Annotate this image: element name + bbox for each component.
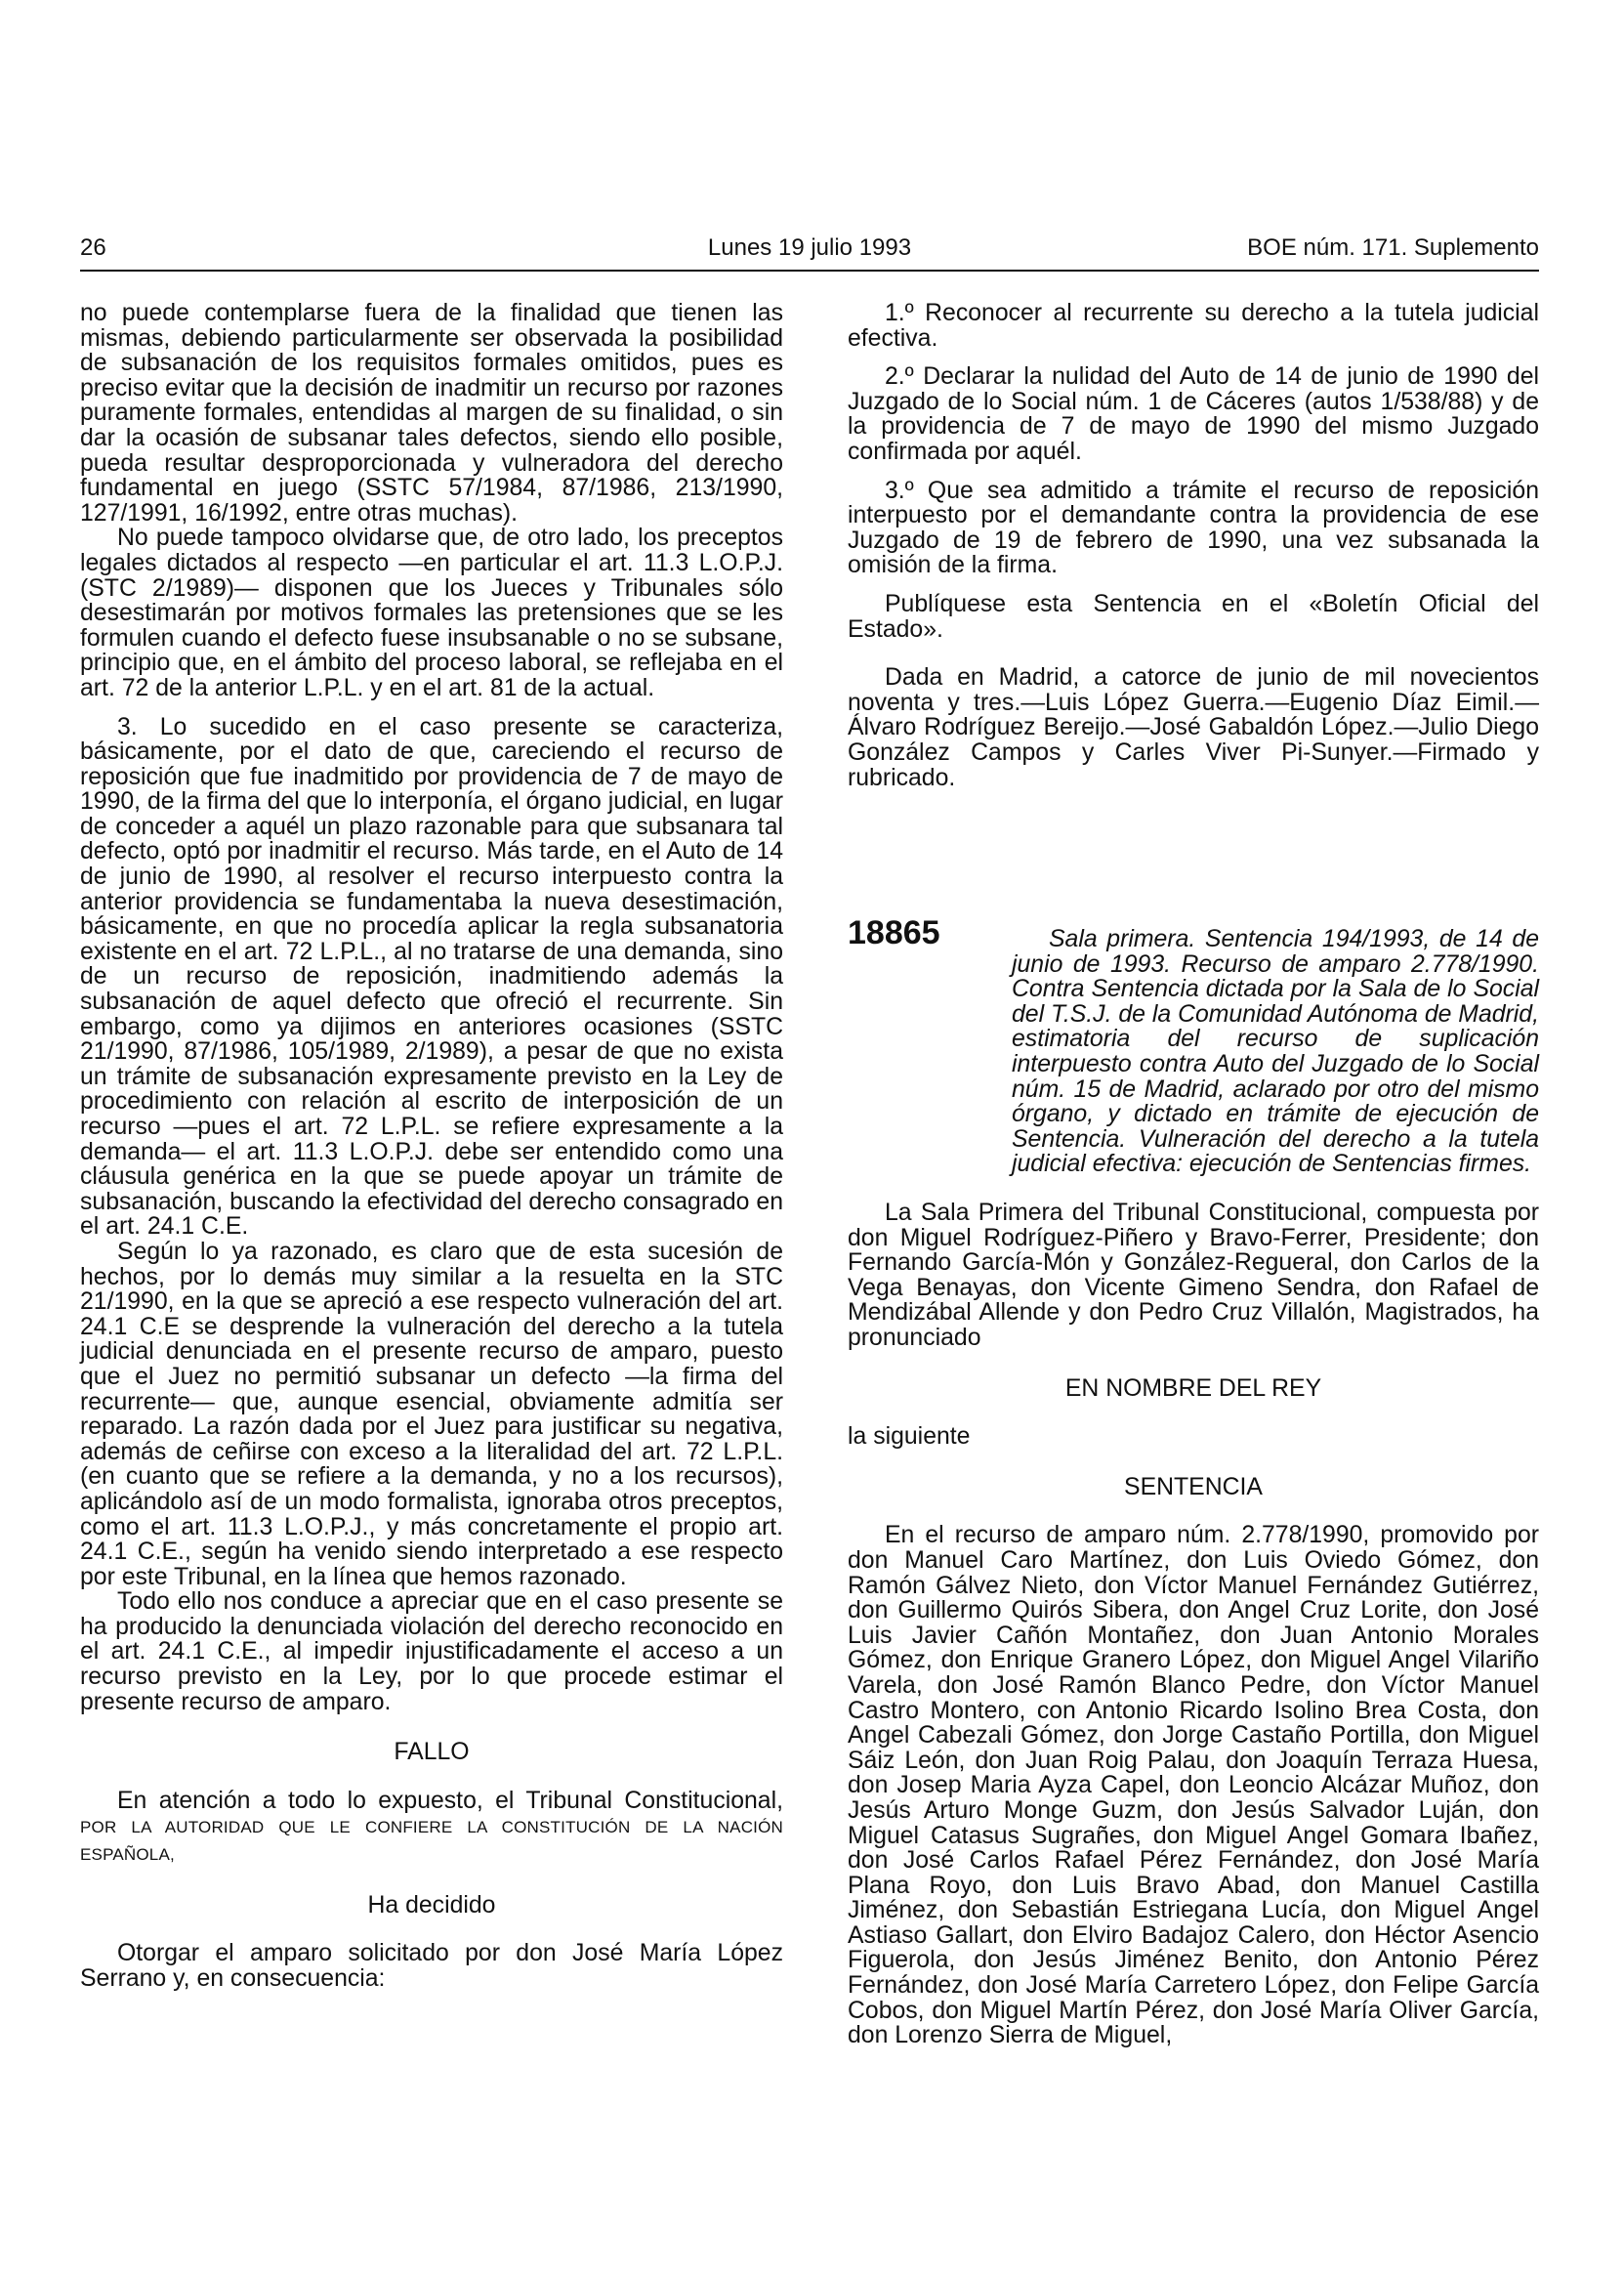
section-heading-king: EN NOMBRE DEL REY [1064,1374,1322,1402]
page-header [80,234,1539,272]
paragraph [80,1789,783,1868]
left-column [80,301,783,1991]
paragraph: Publíquese esta Sentencia en el «Boletín Oficial del Estado». [848,590,1539,643]
paragraph: La Sala Primera del Tribunal Constitucional, compuesta por don Miguel Rodríguez-Piñero y Bravo-Ferrer, Presidente; don Fernando García-Món y González-Regueral, don Carlos de la Vega Benayas, don Vicente Gimeno Sendra, don Rafael de Mendizábal Allende y don Pedro Cruz Villalón, Magistrados, ha pronunciado [848,1200,1539,1351]
bulletin-number: BOE núm. 171. Suplemento [1247,234,1539,261]
paragraph: 2.º Declarar la nulidad del Auto de 14 de junio de 1990 del Juzgado de lo Social núm. 1 de Cáceres (autos 1/538/88) y de la providencia de 7 de mayo de 1990 del mismo Juzgado confirmada por aquél. [848,363,1539,465]
paragraph: Todo ello nos conduce a apreciar que en el caso presente se ha producido la denunciada violación del derecho reconocido en el art. 24.1 C.E., al impedir injustificadamente el acceso a un recurso previsto en la Ley, por lo que procede estimar el presente recurso de amparo. [80,1588,783,1715]
paragraph: 1.º Reconocer al recurrente su derecho a la tutela judicial efectiva. [848,300,1539,352]
paragraph: No puede tampoco olvidarse que, de otro lado, los preceptos legales dictados al respecto —en particular el art. 11.3 L.O.P.J. (STC 2/1989)— disponen que los Jueces y Tribunales sólo desestimarán por motivos formales las pretensiones que se les formulen cuando el defecto fuese insubsanable o no se subsane, principio que, en el ámbito del proceso laboral, se reflejaba en el art. 72 de la anterior L.P.L. y en el art. 81 de la actual. [80,525,783,701]
paragraph: no puede contemplarse fuera de la finalidad que tienen las mismas, debiendo particularmente ser observada la posibilidad de subsanación de los requisitos formales omitidos, pues es preciso evitar que la decisión de inadmitir un recurso por razones puramente formales, entendidas al margen de su finalidad, o sin dar la ocasión de subsanar tales defectos, siendo ello posible, pueda resultar desproporcionada y vulneradora del derecho fundamental en juego (SSTC 57/1984, 87/1986, 213/1990, 127/1991, 16/1992, entre otras muchas). [80,300,783,527]
paragraph: 3. Lo sucedido en el caso presente se caracteriza, básicamente, por el dato de que, careciendo el recurso de reposición que fue inadmitido por providencia de 7 de mayo de 1990, de la firma del que lo interponía, el órgano judicial, en lugar de conceder a aquél un plazo razonable para que subsanara tal defecto, optó por inadmitir el recurso. Más tarde, en el Auto de 14 de junio de 1990, al resolver el recurso interpuesto contra la anterior providencia se fundamentaba la nueva desestimación, básicamente, en que no procedía aplicar la regla subsanatoria existente en el art. 72 L.P.L., al no tratarse de una demanda, sino de un recurso de reposición, inadmitiendo además la subsanación de aquel defecto que ofreció el recurrente. Sin embargo, como ya dijimos en anteriores ocasiones (SSTC 21/1990, 87/1986, 105/1989, 2/1989), a pesar de que no exista un trámite de subsanación expresamente previsto en la Ley de procedimiento con relación al escrito de interposición de un recurso —pues el art. 72 L.P.L. se refiere expresamente a la demanda— el art. 11.3 L.O.P.J. debe ser entendido como una cláusula genérica en la que se puede apoyar un trámite de subsanación, buscando la efectividad del derecho consagrado en el art. 24.1 C.E. [80,713,783,1241]
entry-number: 18865 [848,914,940,952]
small-caps-text: POR LA AUTORIDAD QUE LE CONFIERE LA CONSTITUCIÓN DE LA NACIÓN ESPAÑOLA, [80,1818,783,1865]
right-column [848,301,1539,2048]
paragraph: Otorgar el amparo solicitado por don José María López Serrano y, en consecuencia: [80,1940,783,1992]
section-heading-decision: Ha decidido [367,1891,496,1919]
paragraph: la siguiente [848,1423,971,1451]
section-heading-sentencia: SENTENCIA [1124,1473,1263,1500]
page-number: 26 [80,234,106,261]
paragraph-text: En atención a todo lo expuesto, el Tribunal Constitucional, [117,1787,783,1814]
sentence-entry-header [848,914,1539,1178]
paragraph: Según lo ya razonado, es claro que de esta sucesión de hechos, por lo demás muy similar a la resuelta en la STC 21/1990, en la que se apreció a ese respecto vulneración del art. 24.1 C.E se desprende la vulneración del derecho a la tutela judicial denunciada en el presente recurso de amparo, puesto que el Juez no permitió subsanar un defecto —la firma del recurrente— que, aunque esencial, obviamente admitía ser reparado. La razón dada por el Juez para justificar su negativa, además de ceñirse con exceso a la literalidad del art. 72 L.P.L. (en cuanto que se refiere a la demanda, y no a los recursos), aplicándolo así de un modo formalista, ignoraba otros preceptos, como el art. 11.3 L.O.P.J., y más concretamente el propio art. 24.1 C.E., según ha venido siendo interpretado a ese respecto por este Tribunal, en la línea que hemos razonado. [80,1238,783,1590]
paragraph: 3.º Que sea admitido a trámite el recurso de reposición interpuesto por el demandante contra la providencia de ese Juzgado de 19 de febrero de 1990, una vez subsanada la omisión de la firma. [848,477,1539,579]
paragraph: En el recurso de amparo núm. 2.778/1990, promovido por don Manuel Caro Martínez, don Luis Oviedo Gómez, don Ramón Gálvez Nieto, don Víctor Manuel Fernández Gutiérrez, don Guillermo Quirós Sibera, don Angel Cruz Lorite, don José Luis Javier Cañón Montañez, don Juan Antonio Morales Gómez, don Enrique Granero López, don Miguel Angel Vilariño Varela, don José Ramón Blanco Pedre, don Víctor Manuel Castro Montero, con Antonio Ricardo Isolino Brea Costa, don Angel Cabezali Gómez, don Jorge Castaño Portilla, don Miguel Sáiz León, don Juan Roig Palau, don Joaquín Terraza Huesa, don Josep Maria Ayza Capel, don Leoncio Alcázar Muñoz, don Jesús Arturo Monge Guzm, don Jesús Salvador Luján, don Miguel Catasus Sugrañes, don Miguel Angel Gomara Ibañez, don José Carlos Rafael Pérez Fernández, don José María Plana Royo, don Luis Bravo Abad, don Manuel Castilla Jiménez, don Sebastián Estriegana Lucía, don Miguel Angel Astiaso Gallart, don Elviro Badajoz Calero, don Héctor Asencio Figuerola, don Jesús Jiménez Benito, don Antonio Pérez Fernández, don José María Carretero López, don Felipe García Cobos, don Miguel Martín Pérez, don José María Oliver García, don Lorenzo Sierra de Miguel, [848,1522,1539,2049]
entry-title: Sala primera. Sentencia 194/1993, de 14 de junio de 1993. Recurso de amparo 2.778/1990. Contra Sentencia dictada por la Sala de lo Social del T.S.J. de la Comunidad Autónoma de Madrid, estimatoria del recurso de suplicación interpuesto contra Auto del Juzgado de lo Social núm. 15 de Madrid, aclarado por otro del mismo órgano, y dictado en trámite de ejecución de Sentencia. Vulneración del derecho a la tutela judicial efectiva: ejecución de Sentencias firmes. [1012,926,1539,1178]
publication-date: Lunes 19 julio 1993 [707,234,912,261]
paragraph: Dada en Madrid, a catorce de junio de mil novecientos noventa y tres.—Luis López Guerra.—Eugenio Díaz Eimil.— Álvaro Rodríguez Bereijo.—José Gabaldón López.—Julio Diego González Campos y Carles Viver Pi-Sunyer.—Firmado y rubricado. [848,664,1539,791]
section-heading-fallo: FALLO [394,1739,470,1766]
